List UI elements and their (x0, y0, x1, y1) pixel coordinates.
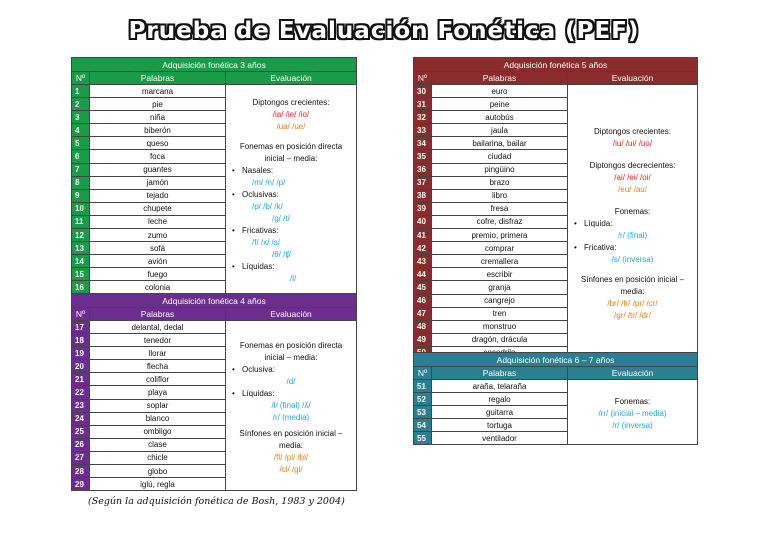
row-number: 1 (72, 85, 90, 98)
word-cell: sofá (90, 242, 226, 255)
row-number: 4 (72, 124, 90, 137)
word-cell: llorar (90, 347, 226, 360)
word-cell: colonia (90, 281, 226, 294)
word-cell: araña, telaraña (432, 380, 568, 393)
section-banner: Adquisición fonética 6 – 7 años (414, 353, 698, 367)
word-cell: escribir (432, 268, 568, 281)
eval-heading: Fonemas: (614, 397, 651, 407)
word-cell: comprar (432, 242, 568, 255)
row-number: 37 (414, 176, 432, 189)
eval-phonemes: /d/ (286, 376, 296, 386)
table-row (414, 380, 698, 393)
eval-heading: Sínfones en posición inicial – media: (239, 428, 343, 450)
eval-phonemes: /cl/ /gl/ (279, 464, 303, 474)
section-6-7-anos (413, 352, 698, 445)
col-num-header: Nº (72, 72, 90, 85)
row-number: 55 (414, 432, 432, 445)
row-number: 16 (72, 281, 90, 294)
evaluation-cell (226, 85, 357, 295)
row-number: 23 (72, 399, 90, 412)
col-eval-header: Evaluación (226, 308, 357, 321)
eval-phonemes: /fl/ /pl/ /bl/ (273, 452, 309, 462)
word-cell: globo (90, 465, 226, 478)
word-cell: regalo (432, 393, 568, 406)
word-cell: coliflor (90, 373, 226, 386)
row-number: 48 (414, 320, 432, 333)
eval-phonemes: /eu/ /au/ (618, 184, 647, 194)
row-number: 15 (72, 268, 90, 281)
eval-list-item: • Líquida: (572, 218, 693, 230)
row-number: 8 (72, 176, 90, 189)
section-5-anos (413, 57, 698, 360)
eval-heading: Fonemas en posición directa inicial – media: (239, 340, 343, 362)
word-cell: leche (90, 215, 226, 228)
eval-phonemes: /l/ (290, 274, 297, 284)
word-cell: fuego (90, 268, 226, 281)
word-cell: autobús (432, 111, 568, 124)
word-cell: peine (432, 98, 568, 111)
word-cell: ombligo (90, 425, 226, 438)
row-number: 44 (414, 268, 432, 281)
evaluation-cell (226, 321, 357, 491)
word-cell: tenedor (90, 334, 226, 347)
row-number: 39 (414, 202, 432, 215)
row-number: 38 (414, 189, 432, 202)
eval-phonemes: /r/ (inversa) (612, 421, 653, 431)
eval-phonemes: /ua/ /ue/ (276, 122, 306, 132)
row-number: 12 (72, 229, 90, 242)
word-cell: cofre, disfraz (432, 215, 568, 228)
word-cell: delantal, dedal (90, 321, 226, 334)
eval-phonemes: /r/ (media) (272, 412, 310, 422)
word-cell: blanco (90, 412, 226, 425)
row-number: 33 (414, 124, 432, 137)
word-cell: tejado (90, 189, 226, 202)
word-cell: granja (432, 281, 568, 294)
row-number: 41 (414, 229, 432, 242)
row-number: 10 (72, 202, 90, 215)
word-cell: foca (90, 150, 226, 163)
word-cell: brazo (432, 176, 568, 189)
table-4-anos (71, 293, 357, 491)
evaluation-cell (568, 85, 698, 360)
row-number: 20 (72, 360, 90, 373)
col-eval-header: Evaluación (568, 72, 698, 85)
word-cell: ciudad (432, 150, 568, 163)
row-number: 32 (414, 111, 432, 124)
row-number: 13 (72, 242, 90, 255)
row-number: 24 (72, 412, 90, 425)
row-number: 49 (414, 333, 432, 346)
row-number: 21 (72, 373, 90, 386)
row-number: 35 (414, 150, 432, 163)
word-cell: euro (432, 85, 568, 98)
col-eval-header: Evaluación (568, 367, 698, 380)
table-6-7-anos (413, 352, 698, 445)
eval-phonemes: /r/ (final) (617, 230, 648, 240)
row-number: 26 (72, 438, 90, 451)
eval-list-item: • Líquidas: (230, 388, 352, 400)
word-cell: bailarina, bailar (432, 137, 568, 150)
word-cell: flecha (90, 360, 226, 373)
eval-phonemes: /θ/ /ʧ/ (272, 250, 291, 260)
table-row (72, 85, 357, 98)
word-cell: libro (432, 189, 568, 202)
word-cell: soplar (90, 399, 226, 412)
word-cell: fresa (432, 202, 568, 215)
eval-phonemes: /ia/ /ie/ /io/ (272, 110, 310, 120)
eval-list-item: • Oclusiva: (230, 364, 352, 376)
section-3-anos (71, 57, 357, 295)
row-number: 7 (72, 163, 90, 176)
eval-heading: Fonemas: (614, 206, 651, 216)
word-cell: tortuga (432, 419, 568, 432)
section-4-anos (71, 293, 357, 491)
row-number: 46 (414, 294, 432, 307)
word-cell: monstruo (432, 320, 568, 333)
row-number: 14 (72, 255, 90, 268)
eval-heading: Diptongos crecientes: (594, 126, 671, 136)
word-cell: pingüino (432, 163, 568, 176)
word-cell: cangrejo (432, 294, 568, 307)
table-5-anos (413, 57, 698, 360)
eval-heading: Diptongos crecientes: (252, 98, 330, 108)
table-row (414, 85, 698, 98)
row-number: 34 (414, 137, 432, 150)
col-num-header: Nº (72, 308, 90, 321)
row-number: 40 (414, 215, 432, 228)
eval-list-item: • Fricativas: (230, 225, 352, 237)
col-words-header: Palabras (90, 72, 226, 85)
table-3-anos (71, 57, 357, 295)
page-title: Prueba de Evaluación Fonética (PEF) (128, 18, 640, 44)
footnote: (Según la adquisición fonética de Bosh, 1983 y 2004) (88, 496, 345, 507)
section-banner: Adquisición fonética 5 años (414, 58, 698, 72)
word-cell: biberón (90, 124, 226, 137)
word-cell: jamón (90, 176, 226, 189)
eval-heading: Sínfones en posición inicial – media: (580, 274, 685, 296)
col-num-header: Nº (414, 367, 432, 380)
row-number: 18 (72, 334, 90, 347)
col-eval-header: Evaluación (226, 72, 357, 85)
eval-phonemes: /gr/ /tr/ /dr/ (614, 310, 651, 320)
word-cell: clase (90, 438, 226, 451)
eval-phonemes: /rr/ (inicial – media) (598, 409, 667, 419)
section-banner: Adquisición fonética 3 años (72, 58, 357, 72)
row-number: 47 (414, 307, 432, 320)
row-number: 9 (72, 189, 90, 202)
col-words-header: Palabras (90, 308, 226, 321)
col-num-header: Nº (414, 72, 432, 85)
word-cell: guantes (90, 163, 226, 176)
row-number: 25 (72, 425, 90, 438)
word-cell: zumo (90, 229, 226, 242)
section-banner: Adquisición fonética 4 años (72, 294, 357, 308)
row-number: 43 (414, 255, 432, 268)
table-row (72, 321, 357, 334)
eval-phonemes: /iu/ /ui/ /uo/ (612, 138, 653, 148)
col-words-header: Palabras (432, 367, 568, 380)
word-cell: dragón, drácula (432, 333, 568, 346)
row-number: 29 (72, 478, 90, 491)
row-number: 19 (72, 347, 90, 360)
row-number: 22 (72, 386, 90, 399)
row-number: 45 (414, 281, 432, 294)
row-number: 11 (72, 215, 90, 228)
row-number: 3 (72, 111, 90, 124)
evaluation-cell (568, 380, 698, 445)
row-number: 30 (414, 85, 432, 98)
eval-phonemes: /m/ /n/ /p/ (252, 178, 286, 188)
eval-phonemes: /l/ (final) /ʎ/ (271, 400, 311, 410)
word-cell: cremallera (432, 255, 568, 268)
word-cell: chicle (90, 451, 226, 464)
word-cell: avión (90, 255, 226, 268)
word-cell: playa (90, 386, 226, 399)
row-number: 42 (414, 242, 432, 255)
col-words-header: Palabras (432, 72, 568, 85)
word-cell: pie (90, 98, 226, 111)
eval-phonemes: /g/ /t/ (272, 214, 290, 224)
row-number: 53 (414, 406, 432, 419)
eval-phonemes: /p/ /b/ /k/ (252, 202, 283, 212)
word-cell: jaula (432, 124, 568, 137)
word-cell: ventilador (432, 432, 568, 445)
eval-phonemes: /ai/ /ei/ /oi/ (614, 172, 651, 182)
word-cell: tren (432, 307, 568, 320)
eval-phonemes: /br/ /fr/ /pr/ /cr/ (607, 298, 658, 308)
row-number: 17 (72, 321, 90, 334)
eval-phonemes: /s/ (inversa) (611, 254, 654, 264)
row-number: 36 (414, 163, 432, 176)
row-number: 2 (72, 98, 90, 111)
row-number: 28 (72, 465, 90, 478)
eval-phonemes: /f/ /x/ /s/ (252, 238, 281, 248)
row-number: 27 (72, 451, 90, 464)
eval-list-item: • Oclusivas: (230, 189, 352, 201)
row-number: 31 (414, 98, 432, 111)
word-cell: queso (90, 137, 226, 150)
eval-heading: Diptongos decrecientes: (589, 160, 676, 170)
row-number: 5 (72, 137, 90, 150)
word-cell: iglú, regla (90, 478, 226, 491)
row-number: 51 (414, 380, 432, 393)
word-cell: guitarra (432, 406, 568, 419)
word-cell: marcana (90, 85, 226, 98)
eval-list-item: • Nasales: (230, 165, 352, 177)
eval-list-item: • Fricativa: (572, 242, 693, 254)
word-cell: premio, primera (432, 229, 568, 242)
eval-heading: Fonemas en posición directa inicial – media: (239, 142, 343, 164)
row-number: 6 (72, 150, 90, 163)
word-cell: niña (90, 111, 226, 124)
row-number: 54 (414, 419, 432, 432)
eval-list-item: • Líquidas: (230, 261, 352, 273)
word-cell: chupete (90, 202, 226, 215)
row-number: 52 (414, 393, 432, 406)
